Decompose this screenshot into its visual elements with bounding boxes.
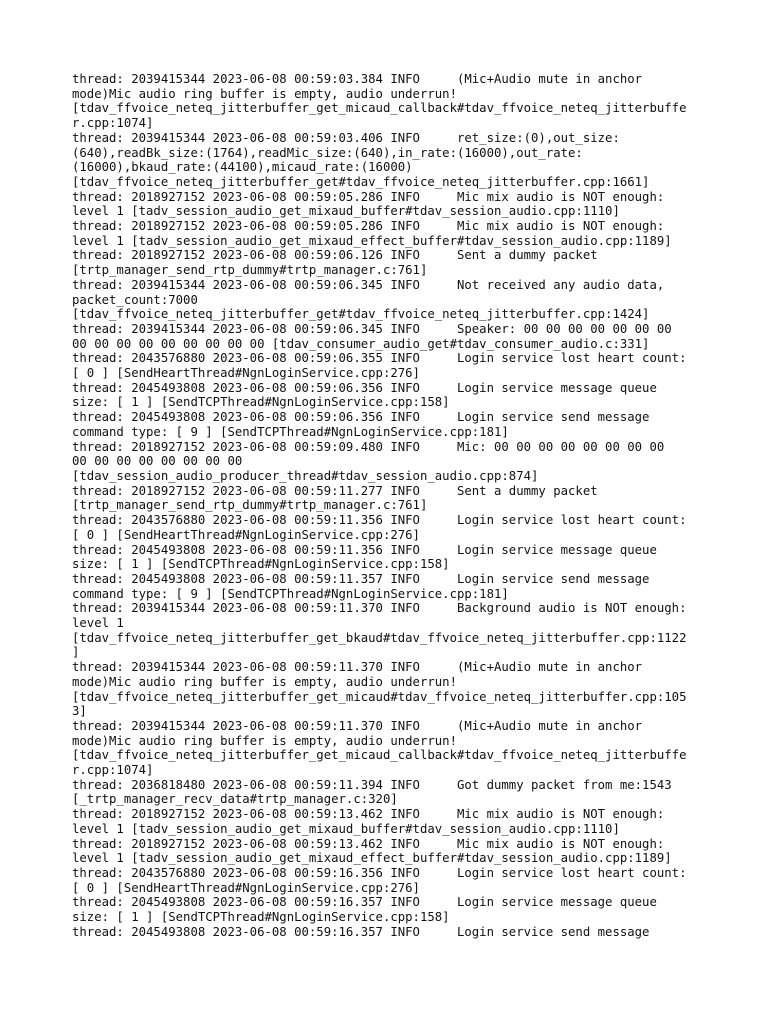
log-line: mode)Mic audio ring buffer is empty, audio underrun! xyxy=(72,733,457,748)
log-line: r.cpp:1074] xyxy=(72,116,154,131)
log-line: thread: 2018927152 2023-06-08 00:59:11.277 INFO Sent a dummy packet xyxy=(72,483,598,498)
log-line: thread: 2018927152 2023-06-08 00:59:13.462 INFO Mic mix audio is NOT enough: xyxy=(72,807,665,822)
log-line: [ 0 ] [SendHeartThread#NgnLoginService.cpp:276] xyxy=(72,366,420,381)
log-line: [_trtp_manager_recv_data#trtp_manager.c:320] xyxy=(72,792,398,807)
log-line: mode)Mic audio ring buffer is empty, audio underrun! xyxy=(72,86,457,101)
log-line: (640),readBk_size:(1764),readMic_size:(640),in_rate:(16000),out_rate: xyxy=(72,145,583,160)
log-line: thread: 2045493808 2023-06-08 00:59:11.356 INFO Login service message queue xyxy=(72,542,657,557)
log-line: level 1 [tadv_session_audio_get_mixaud_effect_buffer#tdav_session_audio.cpp:1189] xyxy=(72,233,672,248)
log-line: [trtp_manager_send_rtp_dummy#trtp_manager.c:761] xyxy=(72,263,428,278)
log-page xyxy=(72,72,702,939)
log-line: [tdav_ffvoice_neteq_jitterbuffer_get#tdav_ffvoice_neteq_jitterbuffer.cpp:1661] xyxy=(72,174,650,189)
log-line: thread: 2039415344 2023-06-08 00:59:06.345 INFO Not received any audio data, xyxy=(72,277,665,292)
log-line: [tdav_ffvoice_neteq_jitterbuffer_get_micaud_callback#tdav_ffvoice_neteq_jitterbuffe xyxy=(72,101,687,116)
log-line: thread: 2043576880 2023-06-08 00:59:11.356 INFO Login service lost heart count: xyxy=(72,513,687,528)
log-line: [tdav_session_audio_producer_thread#tdav_session_audio.cpp:874] xyxy=(72,468,539,483)
log-line: level 1 xyxy=(72,616,124,631)
log-line: thread: 2039415344 2023-06-08 00:59:03.384 INFO (Mic+Audio mute in anchor xyxy=(72,72,643,86)
log-line: thread: 2043576880 2023-06-08 00:59:16.356 INFO Login service lost heart count: xyxy=(72,865,687,880)
log-line: thread: 2018927152 2023-06-08 00:59:05.286 INFO Mic mix audio is NOT enough: xyxy=(72,219,665,234)
log-line: [ 0 ] [SendHeartThread#NgnLoginService.cpp:276] xyxy=(72,880,420,895)
log-text-block xyxy=(72,72,702,939)
log-line: thread: 2043576880 2023-06-08 00:59:06.355 INFO Login service lost heart count: xyxy=(72,351,687,366)
log-line: thread: 2018927152 2023-06-08 00:59:13.462 INFO Mic mix audio is NOT enough: xyxy=(72,836,665,851)
log-line: level 1 [tadv_session_audio_get_mixaud_buffer#tdav_session_audio.cpp:1110] xyxy=(72,821,620,836)
log-line: size: [ 1 ] [SendTCPThread#NgnLoginService.cpp:158] xyxy=(72,557,450,572)
log-line: thread: 2018927152 2023-06-08 00:59:05.286 INFO Mic mix audio is NOT enough: xyxy=(72,189,665,204)
log-line: thread: 2045493808 2023-06-08 00:59:16.357 INFO Login service send message xyxy=(72,924,650,939)
log-line: thread: 2045493808 2023-06-08 00:59:11.357 INFO Login service send message xyxy=(72,571,650,586)
log-line: thread: 2039415344 2023-06-08 00:59:11.370 INFO (Mic+Audio mute in anchor xyxy=(72,660,643,675)
log-line: r.cpp:1074] xyxy=(72,763,154,778)
log-line: thread: 2045493808 2023-06-08 00:59:06.356 INFO Login service send message xyxy=(72,410,650,425)
log-line: [tdav_ffvoice_neteq_jitterbuffer_get_bkaud#tdav_ffvoice_neteq_jitterbuffer.cpp:1122 xyxy=(72,630,687,645)
log-line: 3] xyxy=(72,704,87,719)
log-line: thread: 2045493808 2023-06-08 00:59:06.356 INFO Login service message queue xyxy=(72,380,657,395)
log-line: thread: 2039415344 2023-06-08 00:59:03.406 INFO ret_size:(0),out_size: xyxy=(72,130,620,145)
log-line: ] xyxy=(72,645,80,660)
log-line: thread: 2039415344 2023-06-08 00:59:11.370 INFO Background audio is NOT enough: xyxy=(72,601,687,616)
log-line: mode)Mic audio ring buffer is empty, audio underrun! xyxy=(72,674,457,689)
log-line: [ 0 ] [SendHeartThread#NgnLoginService.cpp:276] xyxy=(72,527,420,542)
log-line: command type: [ 9 ] [SendTCPThread#NgnLoginService.cpp:181] xyxy=(72,424,509,439)
log-line: 00 00 00 00 00 00 00 00 00 [tdav_consumer_audio_get#tdav_consumer_audio.c:331] xyxy=(72,336,650,351)
log-line: level 1 [tadv_session_audio_get_mixaud_effect_buffer#tdav_session_audio.cpp:1189] xyxy=(72,851,672,866)
log-line: [trtp_manager_send_rtp_dummy#trtp_manager.c:761] xyxy=(72,498,428,513)
log-line: [tdav_ffvoice_neteq_jitterbuffer_get#tdav_ffvoice_neteq_jitterbuffer.cpp:1424] xyxy=(72,307,650,322)
log-line: size: [ 1 ] [SendTCPThread#NgnLoginService.cpp:158] xyxy=(72,395,450,410)
log-line: [tdav_ffvoice_neteq_jitterbuffer_get_micaud_callback#tdav_ffvoice_neteq_jitterbuffe xyxy=(72,748,687,763)
log-line: thread: 2039415344 2023-06-08 00:59:06.345 INFO Speaker: 00 00 00 00 00 00 00 xyxy=(72,321,672,336)
log-line: thread: 2018927152 2023-06-08 00:59:06.126 INFO Sent a dummy packet xyxy=(72,248,598,263)
log-line: (16000),bkaud_rate:(44100),micaud_rate:(16000) xyxy=(72,160,413,175)
log-line: command type: [ 9 ] [SendTCPThread#NgnLoginService.cpp:181] xyxy=(72,586,509,601)
log-line: thread: 2045493808 2023-06-08 00:59:16.357 INFO Login service message queue xyxy=(72,895,657,910)
log-line: [tdav_ffvoice_neteq_jitterbuffer_get_micaud#tdav_ffvoice_neteq_jitterbuffer.cpp:105 xyxy=(72,689,687,704)
log-line: level 1 [tadv_session_audio_get_mixaud_buffer#tdav_session_audio.cpp:1110] xyxy=(72,204,620,219)
log-line: thread: 2018927152 2023-06-08 00:59:09.480 INFO Mic: 00 00 00 00 00 00 00 00 xyxy=(72,439,665,454)
log-line: thread: 2036818480 2023-06-08 00:59:11.394 INFO Got dummy packet from me:1543 xyxy=(72,777,672,792)
log-line: thread: 2039415344 2023-06-08 00:59:11.370 INFO (Mic+Audio mute in anchor xyxy=(72,718,643,733)
log-line: packet_count:7000 xyxy=(72,292,198,307)
log-line: size: [ 1 ] [SendTCPThread#NgnLoginService.cpp:158] xyxy=(72,910,450,925)
log-line: 00 00 00 00 00 00 00 00 xyxy=(72,454,243,469)
